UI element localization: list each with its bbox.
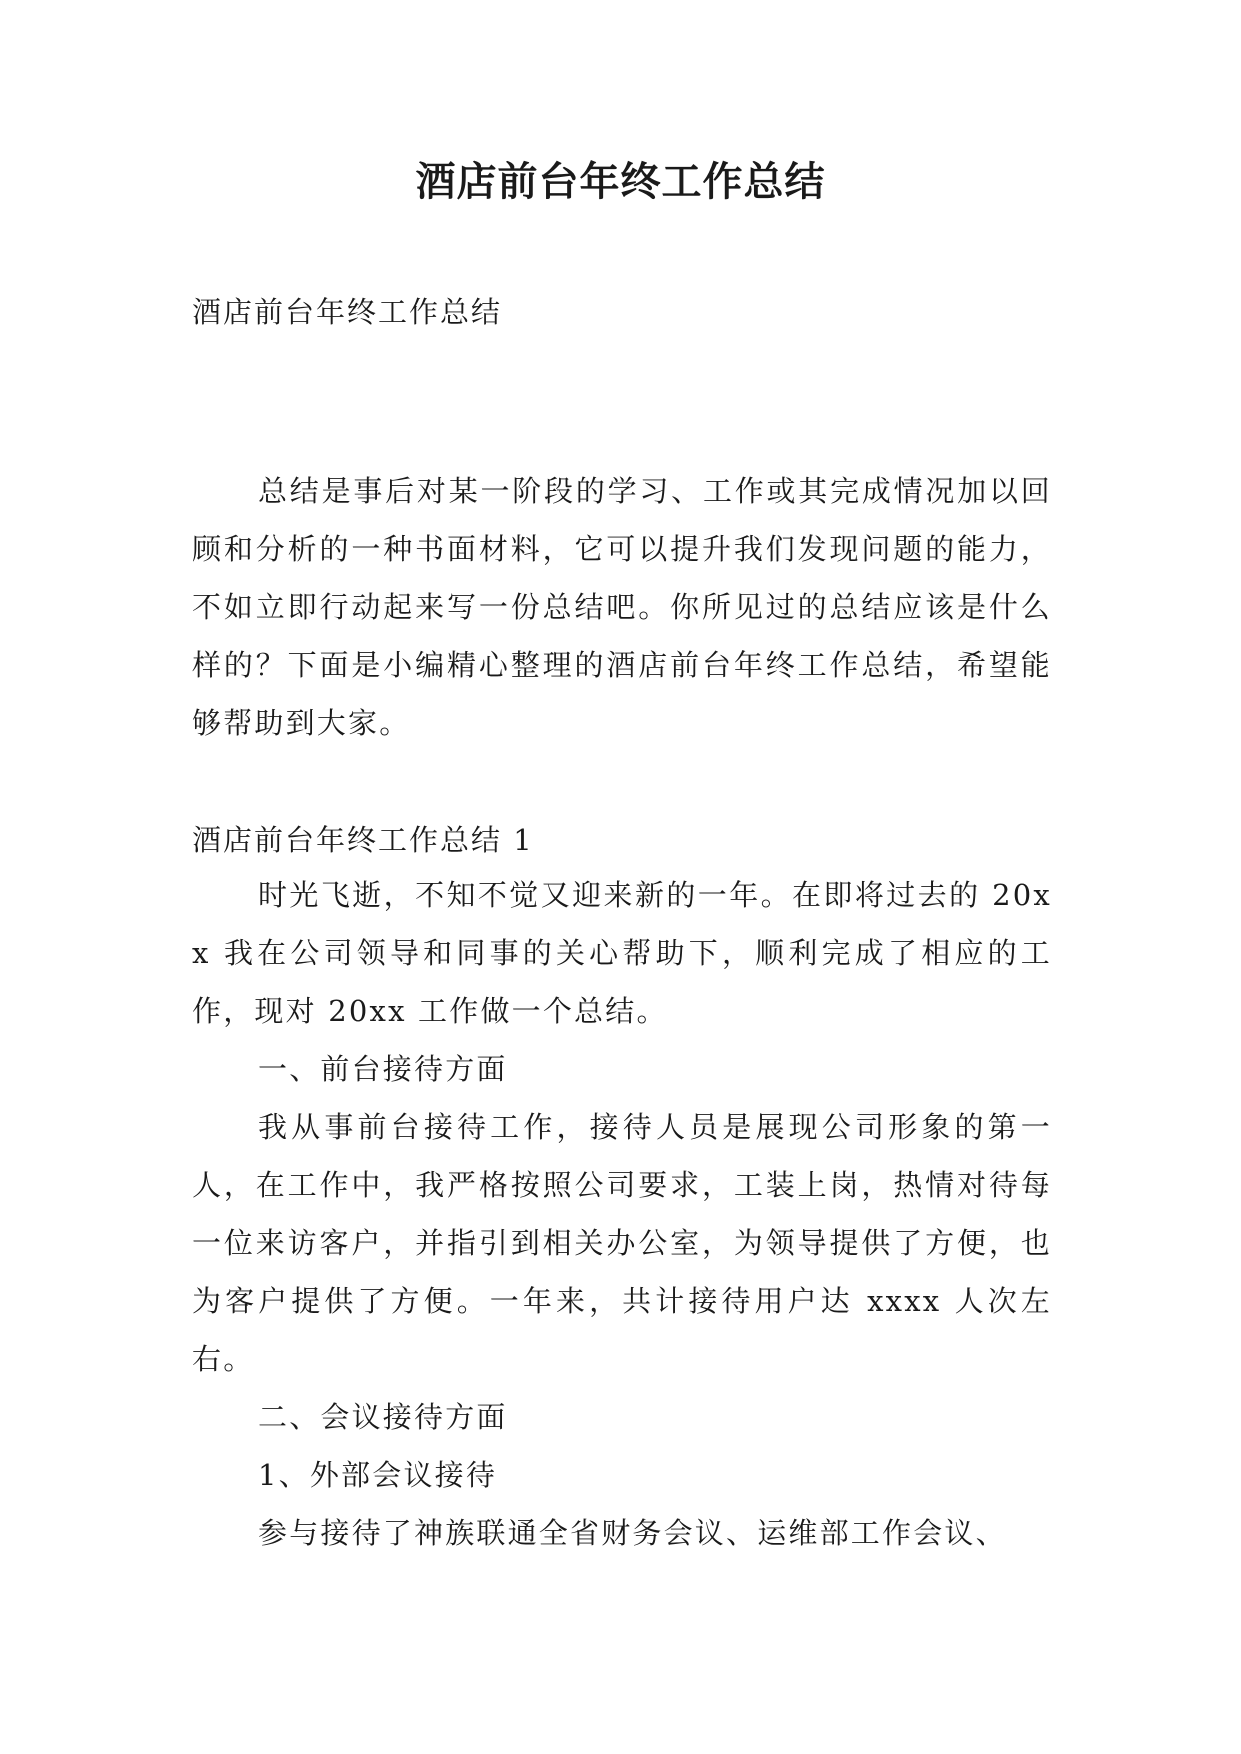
document-subtitle: 酒店前台年终工作总结 bbox=[192, 295, 503, 329]
subsection-heading-reception: 一、前台接待方面 bbox=[258, 1052, 508, 1086]
document-title: 酒店前台年终工作总结 bbox=[415, 158, 826, 205]
subsection-heading-external-meetings: 1、外部会议接待 bbox=[258, 1458, 498, 1492]
section-paragraph: 时光飞逝，不知不觉又迎来新的一年。在即将过去的 20xx 我在公司领导和同事的关心帮助下，顺利完成了相应的工作，现对 20xx 工作做一个总结。 bbox=[192, 878, 1052, 1028]
subsection-heading-meetings: 二、会议接待方面 bbox=[258, 1400, 508, 1434]
section-body bbox=[192, 866, 1052, 1562]
section-paragraph: 我从事前台接待工作，接待人员是展现公司形象的第一人，在工作中，我严格按照公司要求，工装上岗，热情对待每一位来访客户，并指引到相关办公室，为领导提供了方便，也为客户提供了方便。一年来，共计接待用户达 xxxx 人次左右。 bbox=[192, 1110, 1052, 1376]
section-paragraph: 参与接待了神族联通全省财务会议、运维部工作会议、 bbox=[258, 1516, 1007, 1550]
intro-paragraph: 总结是事后对某一阶段的学习、工作或其完成情况加以回顾和分析的一种书面材料，它可以提升我们发现问题的能力，不如立即行动起来写一份总结吧。你所见过的总结应该是什么样的？下面是小编精心整理的酒店前台年终工作总结，希望能够帮助到大家。 bbox=[192, 474, 1052, 740]
intro-block bbox=[192, 462, 1052, 752]
section-heading: 酒店前台年终工作总结 1 bbox=[192, 823, 534, 857]
